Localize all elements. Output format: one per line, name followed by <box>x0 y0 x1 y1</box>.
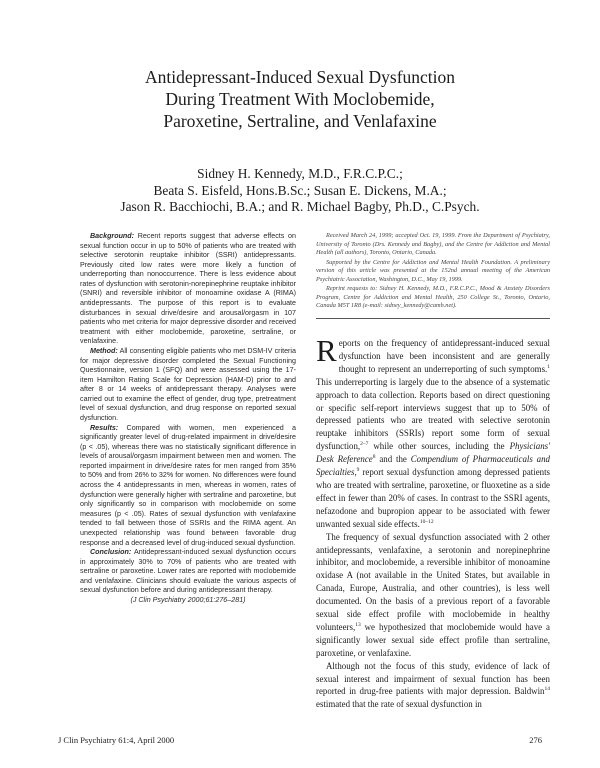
page-number: 276 <box>529 735 542 745</box>
body-paragraph: The frequency of sexual dysfunction associated with 2 other antidepressants, venlafaxine, a serotonin and norepinephrine inhibitor, and moclobemide, a reversible inhibitor of monoamine oxidase A (not available in the United States, but available in Canada, Europe, Australia, and other countries), is less well documented. On the basis of a previous report of a favorable sexual side effect profile with moclobemide in healthy volunteers,$^{13}$ we hypothesized that moclobemide would have a significantly lower sexual side effect profile than sertraline, paroxetine, or venlafaxine. <box>316 531 550 658</box>
author-line: Jason R. Bacchiochi, B.A.; and R. Michael Bagby, Ph.D., C.Psych. <box>120 199 480 214</box>
author-notes <box>316 232 550 312</box>
abstract-heading: Background: <box>90 232 135 240</box>
abstract-text: Compared with women, men experienced a significantly greater level of drug-related impairment in drive/desire (p < .05), whereas there was no statistically significant difference in levels of arousal/orgasm impairment between men and women. The reported impairment in drive/desire rates for men ranged from 35% to 50% and from 26% to 32% for women. No differences were found across the 4 antidepressants in men, whereas in women, rates of dysfunction were generally higher with sertraline and paroxetine, but only significantly so in comparison with moclobemide on some measures (p < .05). Rates of sexual dysfunction with venlafaxine tended to fall between those of SSRIs and the RIMA agent. An unexpected relationship was found between favorable drug response and a decreased level of drug-induced sexual dysfunction. <box>80 423 297 547</box>
abstract-conclusion <box>80 548 296 596</box>
body-paragraph: Although not the focus of this study, evidence of lack of sexual interest and impairment of sexual function has been reported in drug-free patients with major depression. Baldwin$^{14}$ estimated that the rate of sexual dysfunction in <box>316 660 550 710</box>
abstract-citation: (J Clin Psychiatry 2000;61:276–281) <box>130 595 246 604</box>
abstract-method <box>80 347 296 424</box>
abstract-background <box>80 232 296 347</box>
title-line: Paroxetine, Sertraline, and Venlafaxine <box>163 111 437 131</box>
drop-cap: R <box>316 333 337 368</box>
abstract-heading: Results: <box>90 423 119 432</box>
reprint-note: Reprint requests to: Sidney H. Kennedy, M.D., F.R.C.P.C., Mood & Anxiety Disorders Program, Centre for Addiction and Mental Health, 250 College St., Toronto, Ontario, Canada M5T 1R8 (e-mail: sidney_kennedy@camh.net). <box>316 285 550 309</box>
abstract-heading: Conclusion: <box>90 548 132 557</box>
abstract-results <box>80 424 296 549</box>
received-note: Received March 24, 1999; accepted Oct. 19, 1999. From the Department of Psychiatry, University of Toronto (Drs. Kennedy and Bagby), and the Centre for Addiction and Mental Health (all authors), Toronto, Ontario, Canada. <box>316 232 550 256</box>
title-line: During Treatment With Moclobemide, <box>165 89 435 109</box>
support-note: Supported by the Centre for Addiction and Mental Health Foundation. A preliminary version of this article was presented at the 152nd annual meeting of the American Psychiatric Association, Washington, D.C., May 19, 1999. <box>316 258 550 283</box>
author-line: Beata S. Eisfeld, Hons.B.Sc.; Susan E. Dickens, M.A.; <box>153 182 447 198</box>
abstract-text: All consenting eligible patients who met DSM-IV criteria for major depressive disorder completed the Sexual Functioning Questionnaire, version 1 (SFQ) and were assessed using the 17-item Hamilton Rating Scale for Depression (HAM-D) prior to and after 8 or 14 weeks of antidepressant therapy. Analyses were carried out to examine the effect of gender, drug type, pretreatment level of sexual dysfunction, and drug response on reported sexual dysfunction. <box>80 346 296 422</box>
author-list <box>40 166 560 216</box>
article-title <box>40 66 560 132</box>
journal-footer: J Clin Psychiatry 61:4, April 2000 <box>58 735 175 745</box>
article-body <box>316 333 550 711</box>
abstract-text: Recent reports suggest that adverse effects on sexual function occur in up to 50% of patients who are treated with selective serotonin reuptake inhibitor (SSRI) antidepressants. Previously cited low rates were more likely a function of underreporting than nonoccurrence. There is less evidence about rates of dysfunction with serotonin-norepinephrine reuptake inhibitor (SNRI) and reversible inhibitor of monoamine oxidase A (RIMA) antidepressants. The purpose of this report is to evaluate disturbances in sexual drive/desire and arousal/orgasm in 107 patients who met criteria for major depressive disorder and received treatment with either moclobemide, paroxetine, sertraline, or venlafaxine. <box>80 232 296 346</box>
section-divider <box>316 318 550 319</box>
body-paragraph: Reports on the frequency of antidepressant-induced sexual dysfunction have been inconsistent and are generally thought to represent an underreporting of such symptoms.$^1$ This underreporting is largely due to the absence of a systematic approach to data collection. Reports based on direct questioning or specific self-report interviews suggest that up to 50% of depressed patients who are treated with selective serotonin reuptake inhibitors (SSRIs) report some form of sexual dysfunction,$^{2-7}$ while other sources, including the Physicians' Desk Reference$^8$ and the Compendium of Pharmaceuticals and Specialties,$^9$ report sexual dysfunction among depressed patients who are treated with sertraline, paroxetine, or fluoxetine as a side effect in fewer than 20% of cases. In contrast to the SSRI agents, nefazodone and bupropion appear to be associated with fewer unwanted sexual side effects.$^{10-12}$ <box>316 333 550 529</box>
abstract-text: Antidepressant-induced sexual dysfunction occurs in approximately 30% to 70% of patients who are treated with sertraline or paroxetine. Lower rates are reported with moclobemide and venlafaxine. Clinicians should evaluate the various aspects of sexual dysfunction before and during antidepressant therapy. <box>80 548 296 595</box>
title-line: Antidepressant-Induced Sexual Dysfunction <box>144 67 456 87</box>
author-line: Sidney H. Kennedy, M.D., F.R.C.P.C.; <box>197 166 403 181</box>
abstract <box>80 232 296 606</box>
abstract-heading: Method: <box>90 346 118 355</box>
